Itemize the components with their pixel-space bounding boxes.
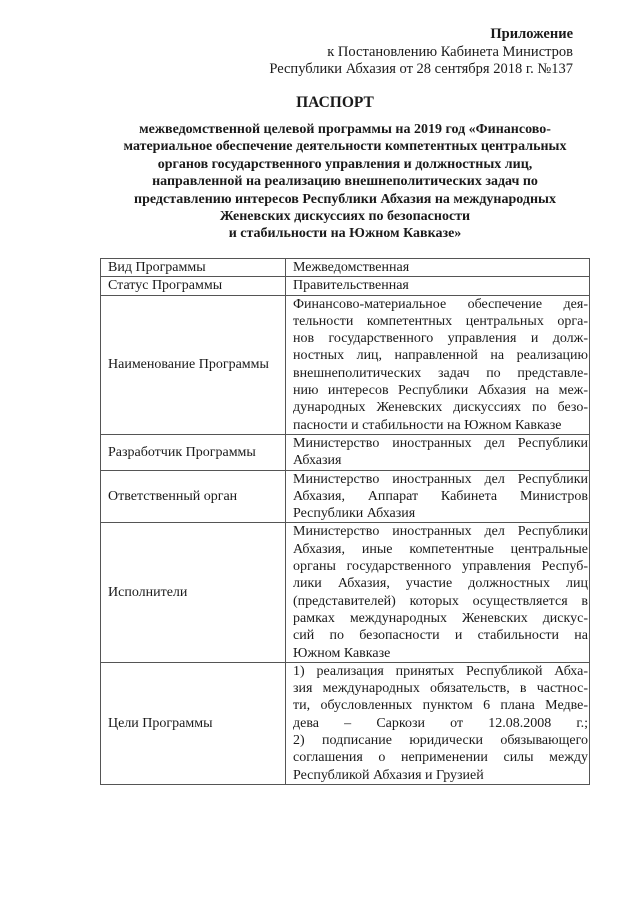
value-line: соглашения о неприменении силы между [293,750,588,766]
subtitle-line: направленной на реализацию внешнеполитических задач по [152,174,538,190]
value-line: Финансово-материальное обеспечение дея- [293,296,588,312]
row-label: Цели Программы [101,662,286,784]
value-line: (представителей) которых осуществляется в [293,593,588,609]
value-line: Межведомственная [293,260,410,275]
passport-table [100,258,590,785]
value-line: Министерство иностранных дел Республики [293,435,588,451]
value-line: внешнеполитических задач по представле- [293,365,588,381]
value-line: тельности компетентных центральных орга- [293,313,588,329]
row-label: Разработчик Программы [101,434,286,470]
value-line: сий по безопасности и стабильности на [293,628,588,644]
document-title: ПАСПОРТ [296,94,374,111]
table-row [101,277,590,295]
appendix-line-1: к Постановлению Кабинета Министров [327,43,573,60]
value-line: дева – Саркози от 12.08.2008 г.; [293,715,588,731]
subtitle-line: межведомственной целевой программы на 2019 год «Финансово- [139,122,551,137]
row-value [286,295,590,434]
value-line: Правительственная [293,278,409,294]
value-line: Министерство иностранных дел Республики [293,524,588,540]
value-line: дународных Женевских дискуссиях по безо- [293,400,588,416]
table-row [101,523,590,662]
value-line: нию интересов Республики Абхазия на меж- [293,383,588,399]
value-line: 1) реализация принятых Республикой Абха- [293,663,588,679]
subtitle-line: и стабильности на Южном Кавказе» [228,226,462,242]
value-line: лики Абхазия, участие должностных лиц [293,576,588,592]
table-row [101,295,590,434]
row-value [286,277,590,295]
table-row [101,470,590,523]
row-value [286,523,590,662]
value-line: Южном Кавказе [293,645,391,661]
row-value [286,470,590,523]
row-label: Ответственный орган [101,470,286,523]
row-label: Статус Программы [101,277,286,295]
value-line: ти, обусловленных пунктом 6 плана Медве- [293,698,588,714]
value-line: 2) подписание юридически обязывающего [293,733,588,749]
document-subtitle [100,121,590,243]
subtitle-line: Женевских дискуссиях по безопасности [219,209,471,225]
subtitle-line: материальное обеспечение деятельности компетентных центральных [123,139,567,155]
table-row [101,259,590,277]
appendix-line-2: Республики Абхазия от 28 сентября 2018 г. №137 [269,61,573,77]
row-label: Вид Программы [101,259,286,277]
value-line: Абхазия, иные компетентные центральные [293,541,588,557]
row-value [286,434,590,470]
value-line: зия международных обязательств, в частнос- [293,681,588,697]
table-row [101,662,590,784]
value-line: Абхазия [293,453,342,469]
value-line: Абхазия, Аппарат Кабинета Министров [293,488,588,504]
value-line: Республикой Абхазия и Грузией [293,767,484,783]
subtitle-line: представлению интересов Республики Абхазия на международных [134,191,556,207]
appendix-title: Приложение [490,26,573,42]
row-label: Исполнители [101,523,286,662]
value-line: рамках международных Женевских дискус- [293,610,588,626]
row-value [286,662,590,784]
value-line: органы государственного управления Респуб- [293,559,588,575]
value-line: пасности и стабильности на Южном Кавказе [293,417,562,433]
value-line: Республики Абхазия [293,506,416,522]
subtitle-line: органов государственного управления и должностных лиц, [157,156,533,172]
value-line: нов государственного управления и долж- [293,331,588,347]
appendix-header [269,26,573,79]
value-line: ностных лиц, направленной на реализацию [293,348,588,364]
row-label: Наименование Программы [101,295,286,434]
table-row [101,434,590,470]
value-line: Министерство иностранных дел Республики [293,471,588,487]
row-value [286,259,590,277]
